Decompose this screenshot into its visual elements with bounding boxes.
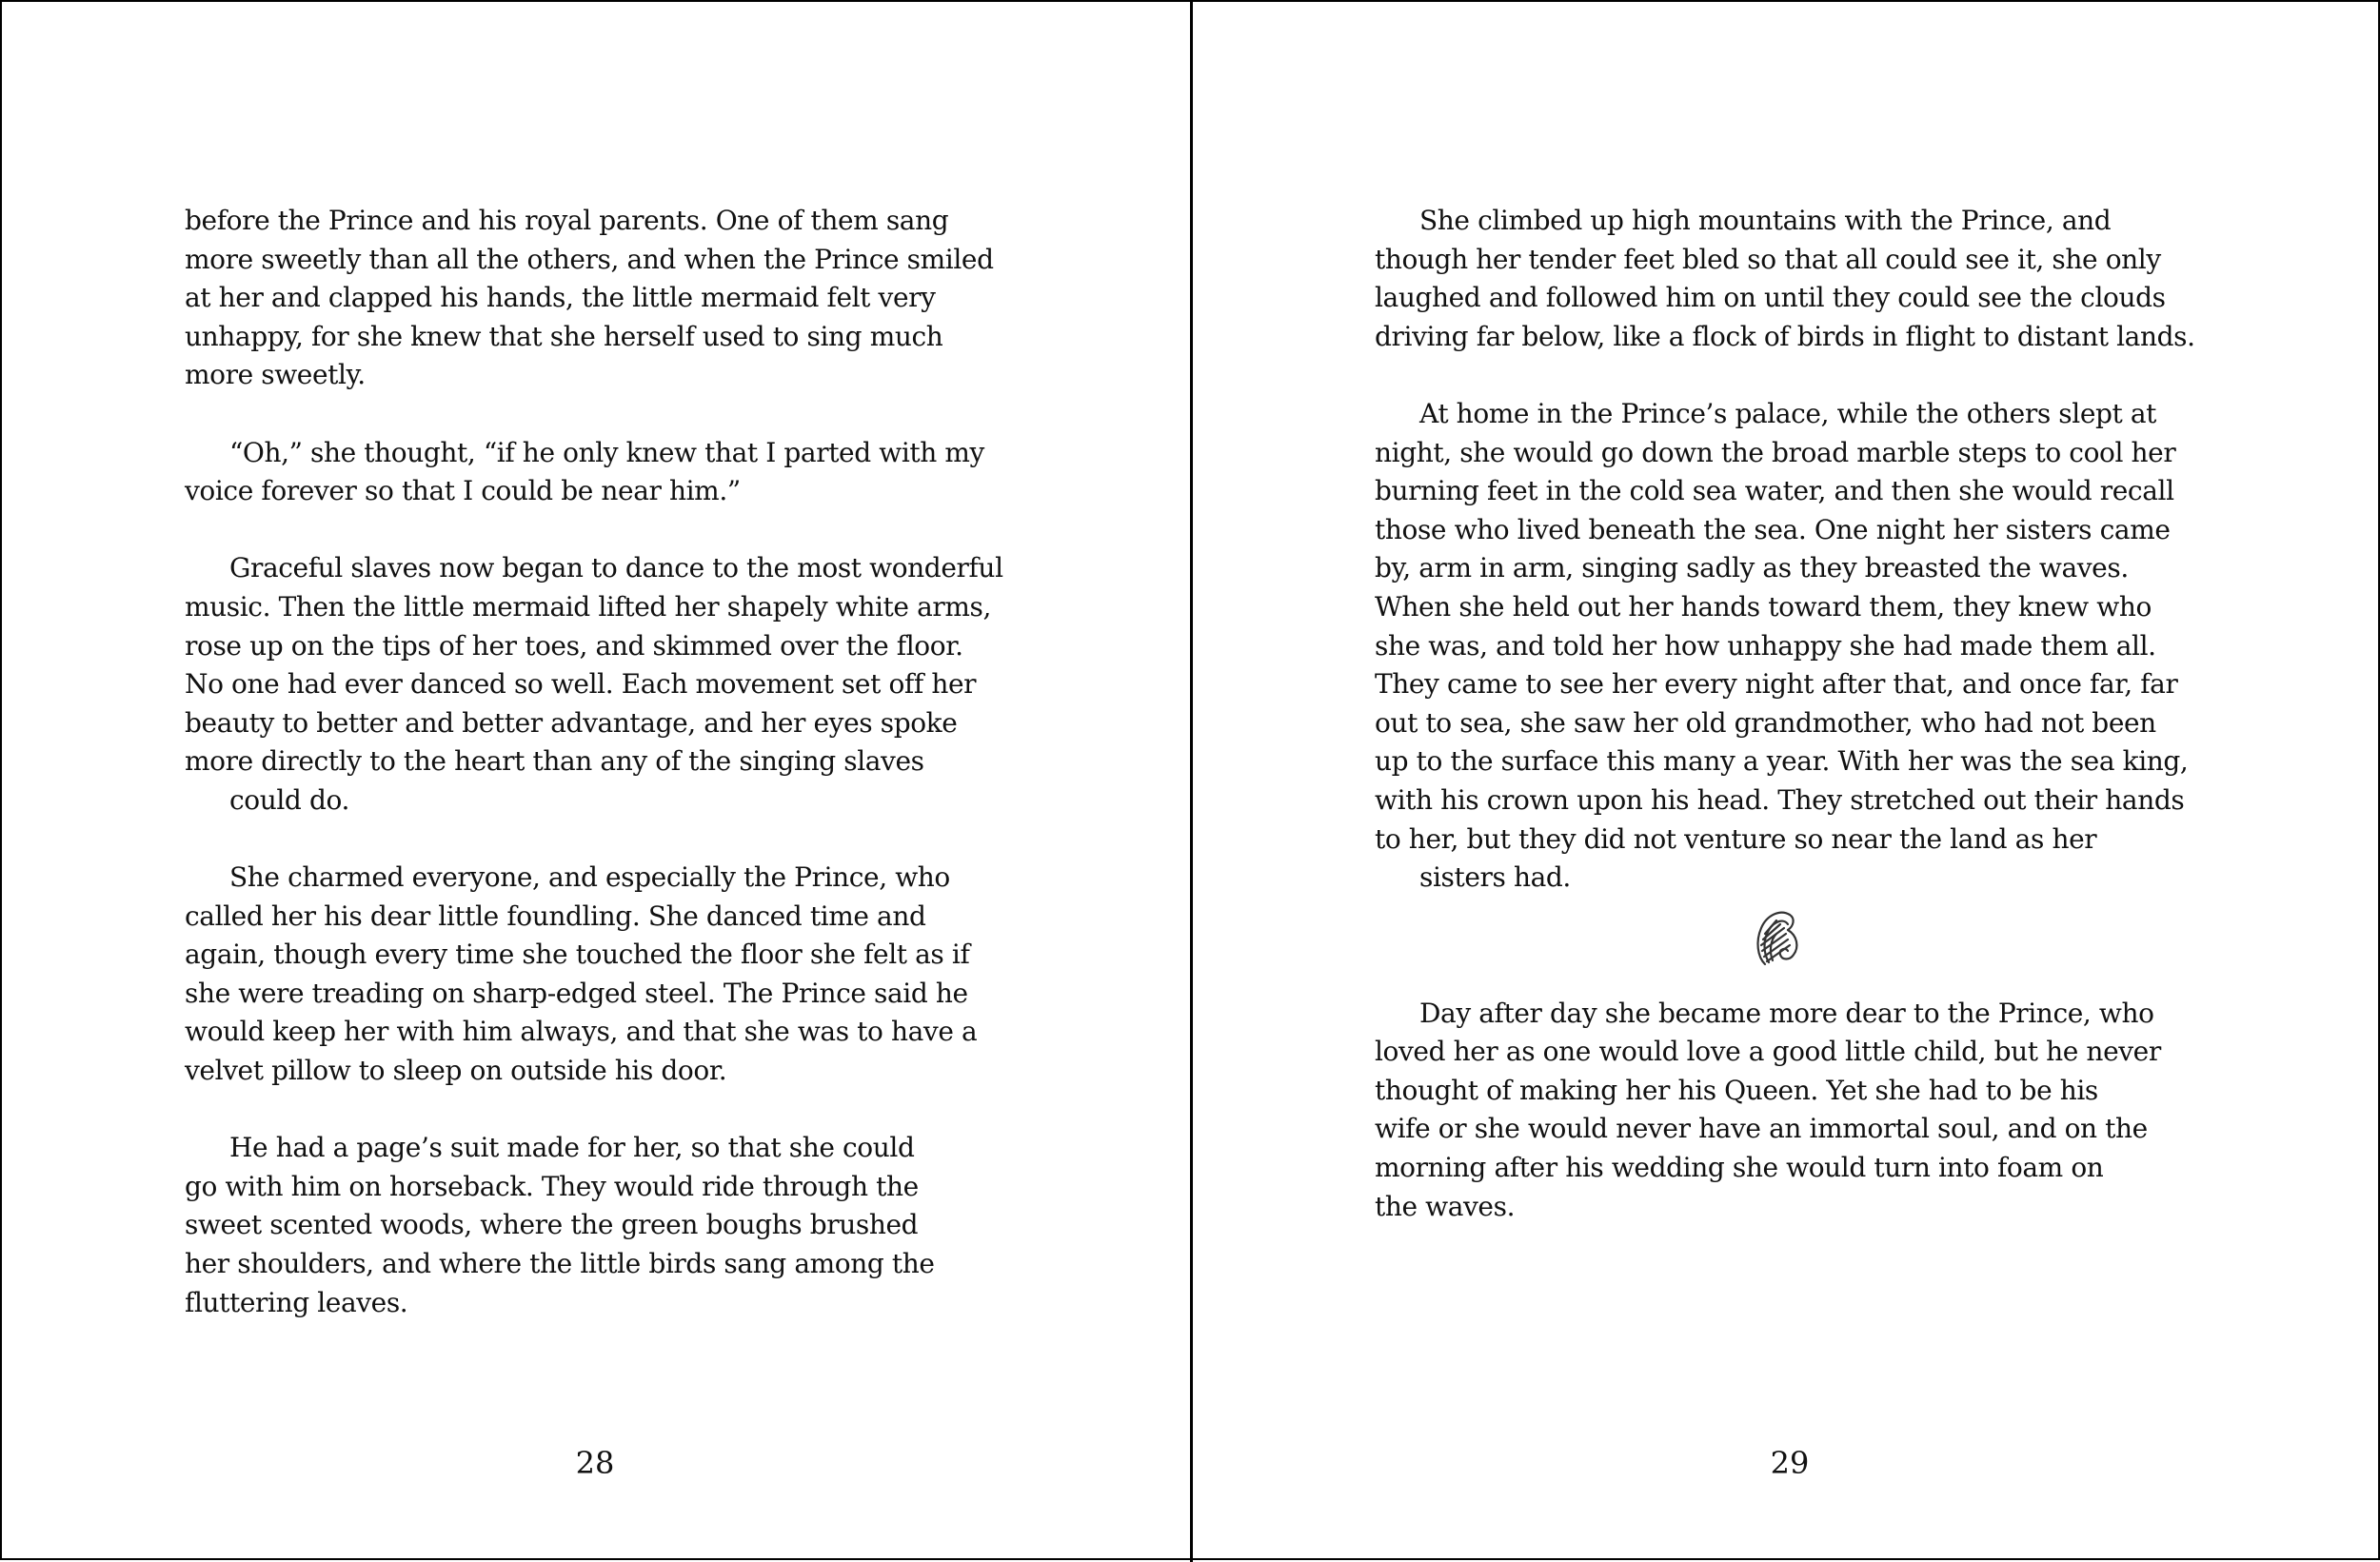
- text-line: those who lived beneath the sea. One night her sisters came: [1375, 513, 2171, 545]
- text-line: rose up on the tips of her toes, and skimmed over the floor.: [185, 629, 963, 662]
- text-line: fluttering leaves.: [185, 1286, 408, 1318]
- text-line: She charmed everyone, and especially the Prince, who: [229, 861, 950, 894]
- paragraph: [1375, 202, 2231, 356]
- paragraph: [185, 434, 1041, 511]
- text-line: laughed and followed him on until they could see the clouds: [1375, 282, 2166, 314]
- text-line: before the Prince and his royal parents. One of them sang: [185, 205, 949, 236]
- text-line: voice forever so that I could be near him.”: [185, 475, 741, 507]
- text-line: sisters had.: [1419, 861, 1571, 894]
- text-line: she were treading on sharp-edged steel. The Prince said he: [185, 977, 968, 1009]
- text-line: morning after his wedding she would turn into foam on: [1375, 1152, 2104, 1184]
- text-line: “Oh,” she thought, “if he only knew that I parted with my: [229, 436, 984, 468]
- page-number: 28: [575, 1445, 615, 1481]
- paragraph: [185, 549, 1041, 820]
- text-line: Day after day she became more dear to the Prince, who: [1419, 997, 2154, 1029]
- text-line: more sweetly.: [185, 359, 366, 391]
- text-line: velvet pillow to sleep on outside his door.: [185, 1055, 727, 1087]
- text-line: thought of making her his Queen. Yet she had to be his: [1375, 1074, 2098, 1106]
- text-line: beauty to better and better advantage, and her eyes spoke: [185, 706, 958, 739]
- text-line: No one had ever danced so well. Each movement set off her: [185, 668, 977, 701]
- left-page-text: [185, 202, 1041, 1322]
- paragraph: [185, 1129, 1041, 1322]
- text-line: by, arm in arm, singing sadly as they breasted the waves.: [1375, 552, 2129, 584]
- ornament-row: [1375, 898, 2231, 995]
- text-line: again, though every time she touched the floor she felt as if: [185, 939, 970, 971]
- paragraph: [185, 202, 1041, 395]
- text-line: sweet scented woods, where the green boughs brushed: [185, 1209, 919, 1241]
- text-line: go with him on horseback. They would ride through the: [185, 1170, 919, 1202]
- page-number: 29: [1770, 1445, 1810, 1481]
- paragraph: [1375, 395, 2231, 898]
- paragraph: [185, 859, 1041, 1091]
- text-line: more sweetly than all the others, and when the Prince smiled: [185, 243, 994, 275]
- text-line: burning feet in the cold sea water, and then she would recall: [1375, 475, 2174, 507]
- text-line: up to the surface this many a year. With her was the sea king,: [1375, 745, 2189, 778]
- text-line: with his crown upon his head. They stretched out their hands: [1375, 783, 2185, 816]
- text-line: called her his dear little foundling. She danced time and: [185, 900, 926, 932]
- text-line: music. Then the little mermaid lifted her shapely white arms,: [185, 590, 991, 623]
- text-line: wife or she would never have an immortal soul, and on the: [1375, 1113, 2148, 1145]
- text-line: They came to see her every night after that, and once far, far: [1375, 668, 2178, 701]
- text-line: driving far below, like a flock of birds in flight to distant lands.: [1375, 320, 2195, 352]
- text-line: When she held out her hands toward them, they knew who: [1375, 590, 2152, 623]
- left-page: [2, 2, 1190, 1562]
- text-line: unhappy, for she knew that she herself used to sing much: [185, 320, 943, 352]
- seashell-icon: [1752, 907, 1807, 968]
- text-line: would keep her with him always, and that she was to have a: [185, 1016, 978, 1048]
- text-line: she was, and told her how unhappy she had made them all.: [1375, 629, 2156, 662]
- right-page: [1193, 2, 2380, 1562]
- text-line: At home in the Prince’s palace, while the others slept at: [1419, 397, 2157, 429]
- text-line: the waves.: [1375, 1190, 1516, 1222]
- text-line: her shoulders, and where the little birds sang among the: [185, 1248, 935, 1280]
- text-line: more directly to the heart than any of the singing slaves: [185, 745, 924, 778]
- text-line: could do.: [229, 783, 349, 816]
- text-line: loved her as one would love a good little child, but he never: [1375, 1036, 2161, 1068]
- text-line: though her tender feet bled so that all could see it, she only: [1375, 243, 2161, 275]
- right-page-text: [1375, 202, 2231, 1226]
- text-line: at her and clapped his hands, the little mermaid felt very: [185, 282, 936, 314]
- paragraph: [1375, 995, 2231, 1227]
- text-line: She climbed up high mountains with the Prince, and: [1419, 205, 2112, 236]
- text-line: night, she would go down the broad marble steps to cool her: [1375, 436, 2176, 468]
- text-line: out to sea, she saw her old grandmother, who had not been: [1375, 706, 2156, 739]
- text-line: to her, but they did not venture so near the land as her: [1375, 822, 2097, 855]
- text-line: Graceful slaves now began to dance to the most wonderful: [229, 552, 1003, 584]
- text-line: He had a page’s suit made for her, so that she could: [229, 1132, 915, 1164]
